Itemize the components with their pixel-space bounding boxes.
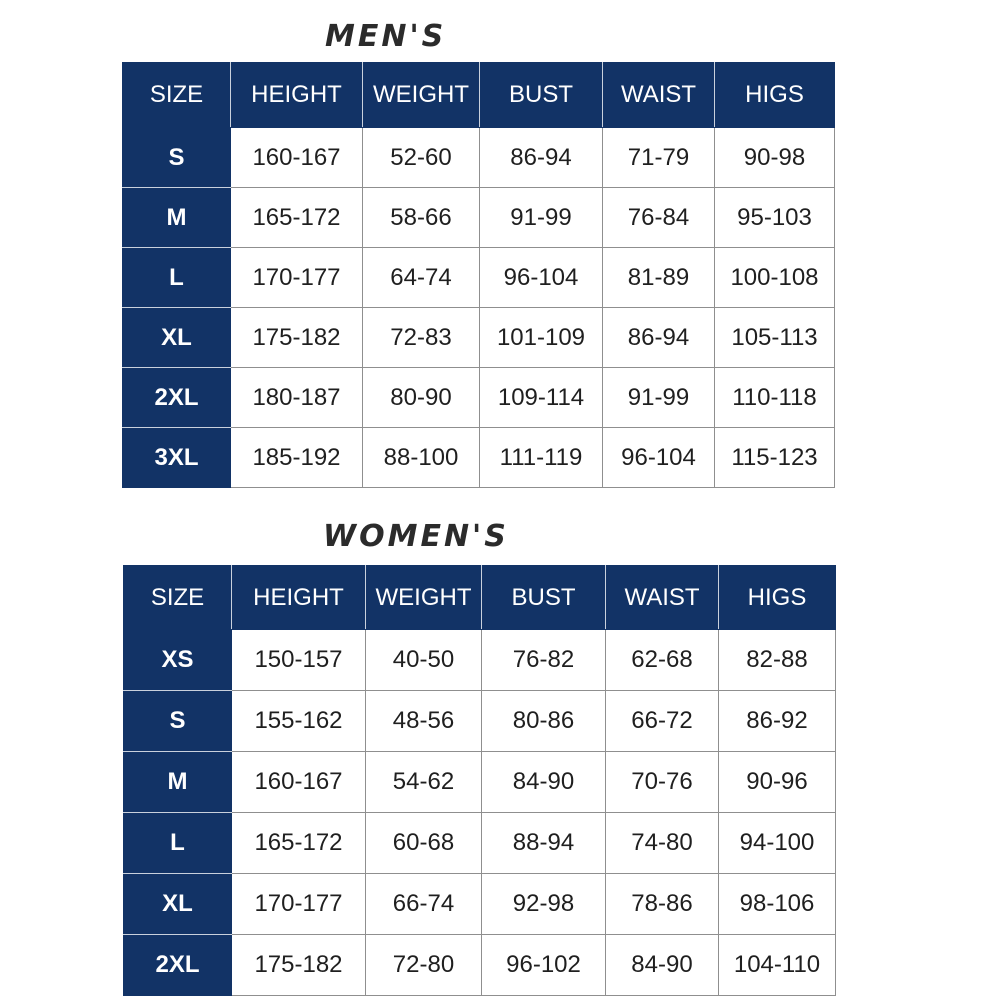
column-header-bust: BUST — [480, 63, 603, 128]
column-header-height: HEIGHT — [232, 566, 366, 630]
size-label: XL — [123, 308, 231, 368]
bust-cell: 111-119 — [480, 428, 603, 488]
bust-cell: 76-82 — [482, 630, 606, 691]
table-row — [124, 813, 836, 874]
size-label: M — [123, 188, 231, 248]
higs-cell: 90-96 — [719, 752, 836, 813]
bust-cell: 84-90 — [482, 752, 606, 813]
height-cell: 175-182 — [231, 308, 363, 368]
height-cell: 160-167 — [232, 752, 366, 813]
height-cell: 180-187 — [231, 368, 363, 428]
bust-cell: 109-114 — [480, 368, 603, 428]
weight-cell: 72-80 — [366, 935, 482, 996]
size-label: 2XL — [123, 368, 231, 428]
bust-cell: 101-109 — [480, 308, 603, 368]
higs-cell: 82-88 — [719, 630, 836, 691]
waist-cell: 66-72 — [606, 691, 719, 752]
weight-cell: 72-83 — [363, 308, 480, 368]
column-header-height: HEIGHT — [231, 63, 363, 128]
higs-cell: 98-106 — [719, 874, 836, 935]
bust-cell: 96-104 — [480, 248, 603, 308]
height-cell: 185-192 — [231, 428, 363, 488]
size-label: 3XL — [123, 428, 231, 488]
weight-cell: 80-90 — [363, 368, 480, 428]
waist-cell: 74-80 — [606, 813, 719, 874]
height-cell: 165-172 — [232, 813, 366, 874]
height-cell: 165-172 — [231, 188, 363, 248]
table-row — [124, 691, 836, 752]
weight-cell: 48-56 — [366, 691, 482, 752]
height-cell: 170-177 — [231, 248, 363, 308]
bust-cell: 91-99 — [480, 188, 603, 248]
waist-cell: 62-68 — [606, 630, 719, 691]
weight-cell: 40-50 — [366, 630, 482, 691]
table-row — [124, 752, 836, 813]
column-header-waist: WAIST — [603, 63, 715, 128]
higs-cell: 94-100 — [719, 813, 836, 874]
column-header-size: SIZE — [124, 566, 232, 630]
waist-cell: 96-104 — [603, 428, 715, 488]
bust-cell: 96-102 — [482, 935, 606, 996]
mens-size-table — [122, 62, 835, 488]
size-label: XS — [124, 630, 232, 691]
size-label: M — [124, 752, 232, 813]
weight-cell: 60-68 — [366, 813, 482, 874]
table-row — [123, 308, 835, 368]
higs-cell: 104-110 — [719, 935, 836, 996]
bust-cell: 92-98 — [482, 874, 606, 935]
weight-cell: 52-60 — [363, 128, 480, 188]
higs-cell: 110-118 — [715, 368, 835, 428]
table-header-row — [123, 63, 835, 128]
height-cell: 175-182 — [232, 935, 366, 996]
size-label: 2XL — [124, 935, 232, 996]
waist-cell: 71-79 — [603, 128, 715, 188]
waist-cell: 78-86 — [606, 874, 719, 935]
table-row — [123, 428, 835, 488]
table-row — [123, 188, 835, 248]
waist-cell: 86-94 — [603, 308, 715, 368]
height-cell: 155-162 — [232, 691, 366, 752]
waist-cell: 91-99 — [603, 368, 715, 428]
column-header-size: SIZE — [123, 63, 231, 128]
womens-size-table — [123, 565, 836, 996]
higs-cell: 105-113 — [715, 308, 835, 368]
weight-cell: 88-100 — [363, 428, 480, 488]
higs-cell: 86-92 — [719, 691, 836, 752]
size-label: L — [124, 813, 232, 874]
column-header-higs: HIGS — [715, 63, 835, 128]
size-label: S — [124, 691, 232, 752]
table-row — [124, 630, 836, 691]
column-header-weight: WEIGHT — [363, 63, 480, 128]
table-header-row — [124, 566, 836, 630]
table-row — [124, 935, 836, 996]
column-header-weight: WEIGHT — [366, 566, 482, 630]
mens-section-title: MEN'S — [325, 19, 447, 54]
column-header-higs: HIGS — [719, 566, 836, 630]
weight-cell: 66-74 — [366, 874, 482, 935]
height-cell: 170-177 — [232, 874, 366, 935]
waist-cell: 70-76 — [606, 752, 719, 813]
higs-cell: 100-108 — [715, 248, 835, 308]
column-header-bust: BUST — [482, 566, 606, 630]
waist-cell: 76-84 — [603, 188, 715, 248]
waist-cell: 84-90 — [606, 935, 719, 996]
table-row — [123, 248, 835, 308]
bust-cell: 86-94 — [480, 128, 603, 188]
weight-cell: 64-74 — [363, 248, 480, 308]
table-row — [124, 874, 836, 935]
height-cell: 160-167 — [231, 128, 363, 188]
higs-cell: 115-123 — [715, 428, 835, 488]
weight-cell: 58-66 — [363, 188, 480, 248]
womens-section-title: WOMEN'S — [323, 519, 509, 554]
table-row — [123, 368, 835, 428]
higs-cell: 95-103 — [715, 188, 835, 248]
table-row — [123, 128, 835, 188]
higs-cell: 90-98 — [715, 128, 835, 188]
weight-cell: 54-62 — [366, 752, 482, 813]
column-header-waist: WAIST — [606, 566, 719, 630]
size-label: XL — [124, 874, 232, 935]
height-cell: 150-157 — [232, 630, 366, 691]
size-label: L — [123, 248, 231, 308]
waist-cell: 81-89 — [603, 248, 715, 308]
bust-cell: 88-94 — [482, 813, 606, 874]
bust-cell: 80-86 — [482, 691, 606, 752]
size-label: S — [123, 128, 231, 188]
